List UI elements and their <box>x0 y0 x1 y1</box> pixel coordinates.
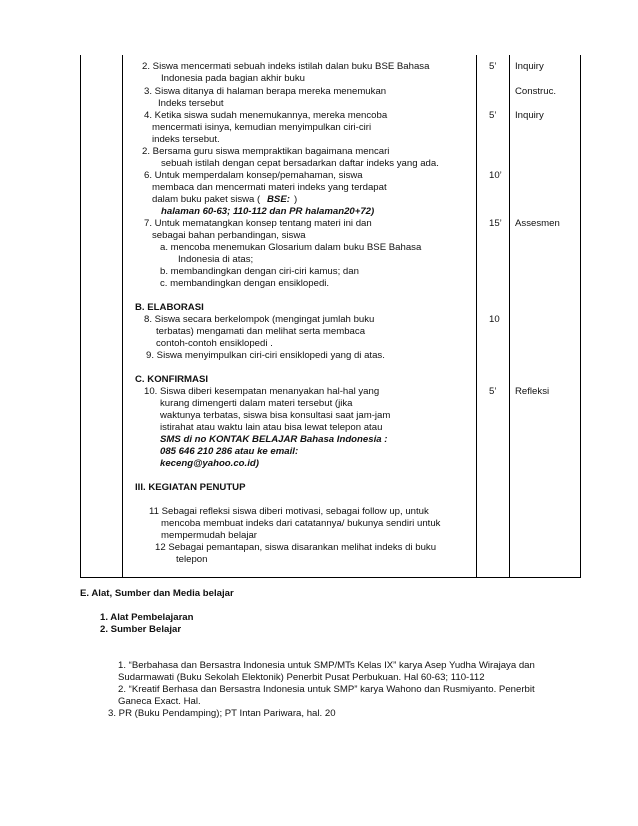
table-border-left <box>80 55 81 578</box>
source-line: 1. “Berbahasa dan Bersastra Indonesia untuk SMP/MTs Kelas IX” karya Asep Yudha Wirajaya dan <box>118 660 535 671</box>
source-line: Sudarmawati (Buku Sekolah Elektonik) Penerbit Pusat Perbukuan. Hal 60-63; 110-112 <box>118 672 485 683</box>
activity-line: telepon <box>176 554 208 565</box>
method-cell: Inquiry <box>515 61 544 72</box>
sumber-belajar: 2. Sumber Belajar <box>100 624 182 635</box>
activity-line: C. KONFIRMASI <box>135 374 209 385</box>
activity-line: membaca dan mencermati materi indeks yang terdapat <box>152 182 387 193</box>
activity-line: Indeks tersebut <box>158 98 224 109</box>
bse-label: BSE: <box>267 194 290 205</box>
activity-line: 8. Siswa secara berkelompok (mengingat jumlah buku <box>144 314 375 325</box>
source-line: 2. “Kreatif Berhasa dan Bersastra Indonesia untuk SMP” karya Wahono dan Rusmiyanto. Penerbit <box>118 684 535 695</box>
method-cell: Construc. <box>515 86 557 97</box>
activity-line: sebagai bahan perbandingan, siswa <box>152 230 306 241</box>
method-cell: Assesmen <box>515 218 560 229</box>
activity-line: mencermati isinya, kemudian menyimpulkan ciri-ciri <box>152 122 372 133</box>
table-border-right <box>580 55 581 578</box>
time-cell: 15’ <box>489 218 502 229</box>
activity-line: 9. Siswa menyimpulkan ciri-ciri ensiklopedi yang di atas. <box>146 350 385 361</box>
activity-line: halaman 60-63; 110-112 dan PR halaman20+72) <box>161 206 375 217</box>
activity-line: 4. Ketika siswa sudah menemukannya, mereka mencoba <box>144 110 388 121</box>
activity-line: 10. Siswa diberi kesempatan menanyakan hal-hal yang <box>144 386 380 397</box>
source-line: 3. PR (Buku Pendamping); PT Intan Pariwara, hal. 20 <box>108 708 336 719</box>
activity-line: kurang dimengerti dalam materi tersebut (jika <box>160 398 353 409</box>
activity-line: 2. Siswa mencermati sebuah indeks istilah dalan buku BSE Bahasa <box>142 61 430 72</box>
activity-line: SMS di no KONTAK BELAJAR Bahasa Indonesia : <box>160 434 388 445</box>
time-cell: 10 <box>489 314 500 325</box>
time-cell: 10’ <box>489 170 502 181</box>
section-e-heading: E. Alat, Sumber dan Media belajar <box>80 588 234 599</box>
time-cell: 5’ <box>489 61 497 72</box>
method-cell: Refleksi <box>515 386 550 397</box>
table-border-col4 <box>509 55 510 578</box>
table-border-bottom <box>80 577 581 578</box>
activity-line: terbatas) mengamati dan melihat serta membaca <box>156 326 366 337</box>
table-border-col3 <box>476 55 477 578</box>
method-cell: Inquiry <box>515 110 544 121</box>
activity-line: mempermudah belajar <box>161 530 257 541</box>
activity-line: Indonesia di atas; <box>178 254 254 265</box>
activity-line: 7. Untuk mematangkan konsep tentang materi ini dan <box>144 218 372 229</box>
activity-line: a. mencoba menemukan Glosarium dalam buku BSE Bahasa <box>160 242 422 253</box>
activity-line: Indonesia pada bagian akhir buku <box>161 73 306 84</box>
time-cell: 5’ <box>489 386 497 397</box>
activity-line: indeks tersebut. <box>152 134 220 145</box>
source-line: Ganeca Exact. Hal. <box>118 696 201 707</box>
activity-line: sebuah istilah dengan cepat bersadarkan daftar indeks yang ada. <box>161 158 439 169</box>
activity-line: 6. Untuk memperdalam konsep/pemahaman, siswa <box>144 170 363 181</box>
activity-line: b. membandingkan dengan ciri-ciri kamus; dan <box>160 266 359 277</box>
alat-pembelajaran: 1. Alat Pembelajaran <box>100 612 194 623</box>
activity-line: c. membandingkan dengan ensiklopedi. <box>160 278 330 289</box>
activity-line: 2. Bersama guru siswa mempraktikan bagaimana mencari <box>142 146 390 157</box>
bse-close-paren: ) <box>294 194 298 205</box>
time-cell: 5’ <box>489 110 497 121</box>
activity-line: contoh-contoh ensiklopedi . <box>156 338 273 349</box>
activity-line: III. KEGIATAN PENUTUP <box>135 482 246 493</box>
activity-line: 3. Siswa ditanya di halaman berapa mereka menemukan <box>144 86 387 97</box>
table-border-col2 <box>122 55 123 578</box>
activity-line: istirahat atau waktu lain atau bisa lewat telepon atau <box>160 422 383 433</box>
activity-line: B. ELABORASI <box>135 302 204 313</box>
activity-line: 085 646 210 286 atau ke email: <box>160 446 299 457</box>
activity-line: mencoba membuat indeks dari catatannya/ bukunya sendiri untuk <box>161 518 441 529</box>
activity-line: dalam buku paket siswa ( <box>152 194 261 205</box>
activity-line: 12 Sebagai pemantapan, siswa disarankan melihat indeks di buku <box>155 542 437 553</box>
activity-line: waktunya terbatas, siswa bisa konsultasi saat jam-jam <box>160 410 391 421</box>
activity-line: 11 Sebagai refleksi siswa diberi motivasi, sebagai follow up, untuk <box>149 506 429 517</box>
activity-line: keceng@yahoo.co.id) <box>160 458 259 469</box>
